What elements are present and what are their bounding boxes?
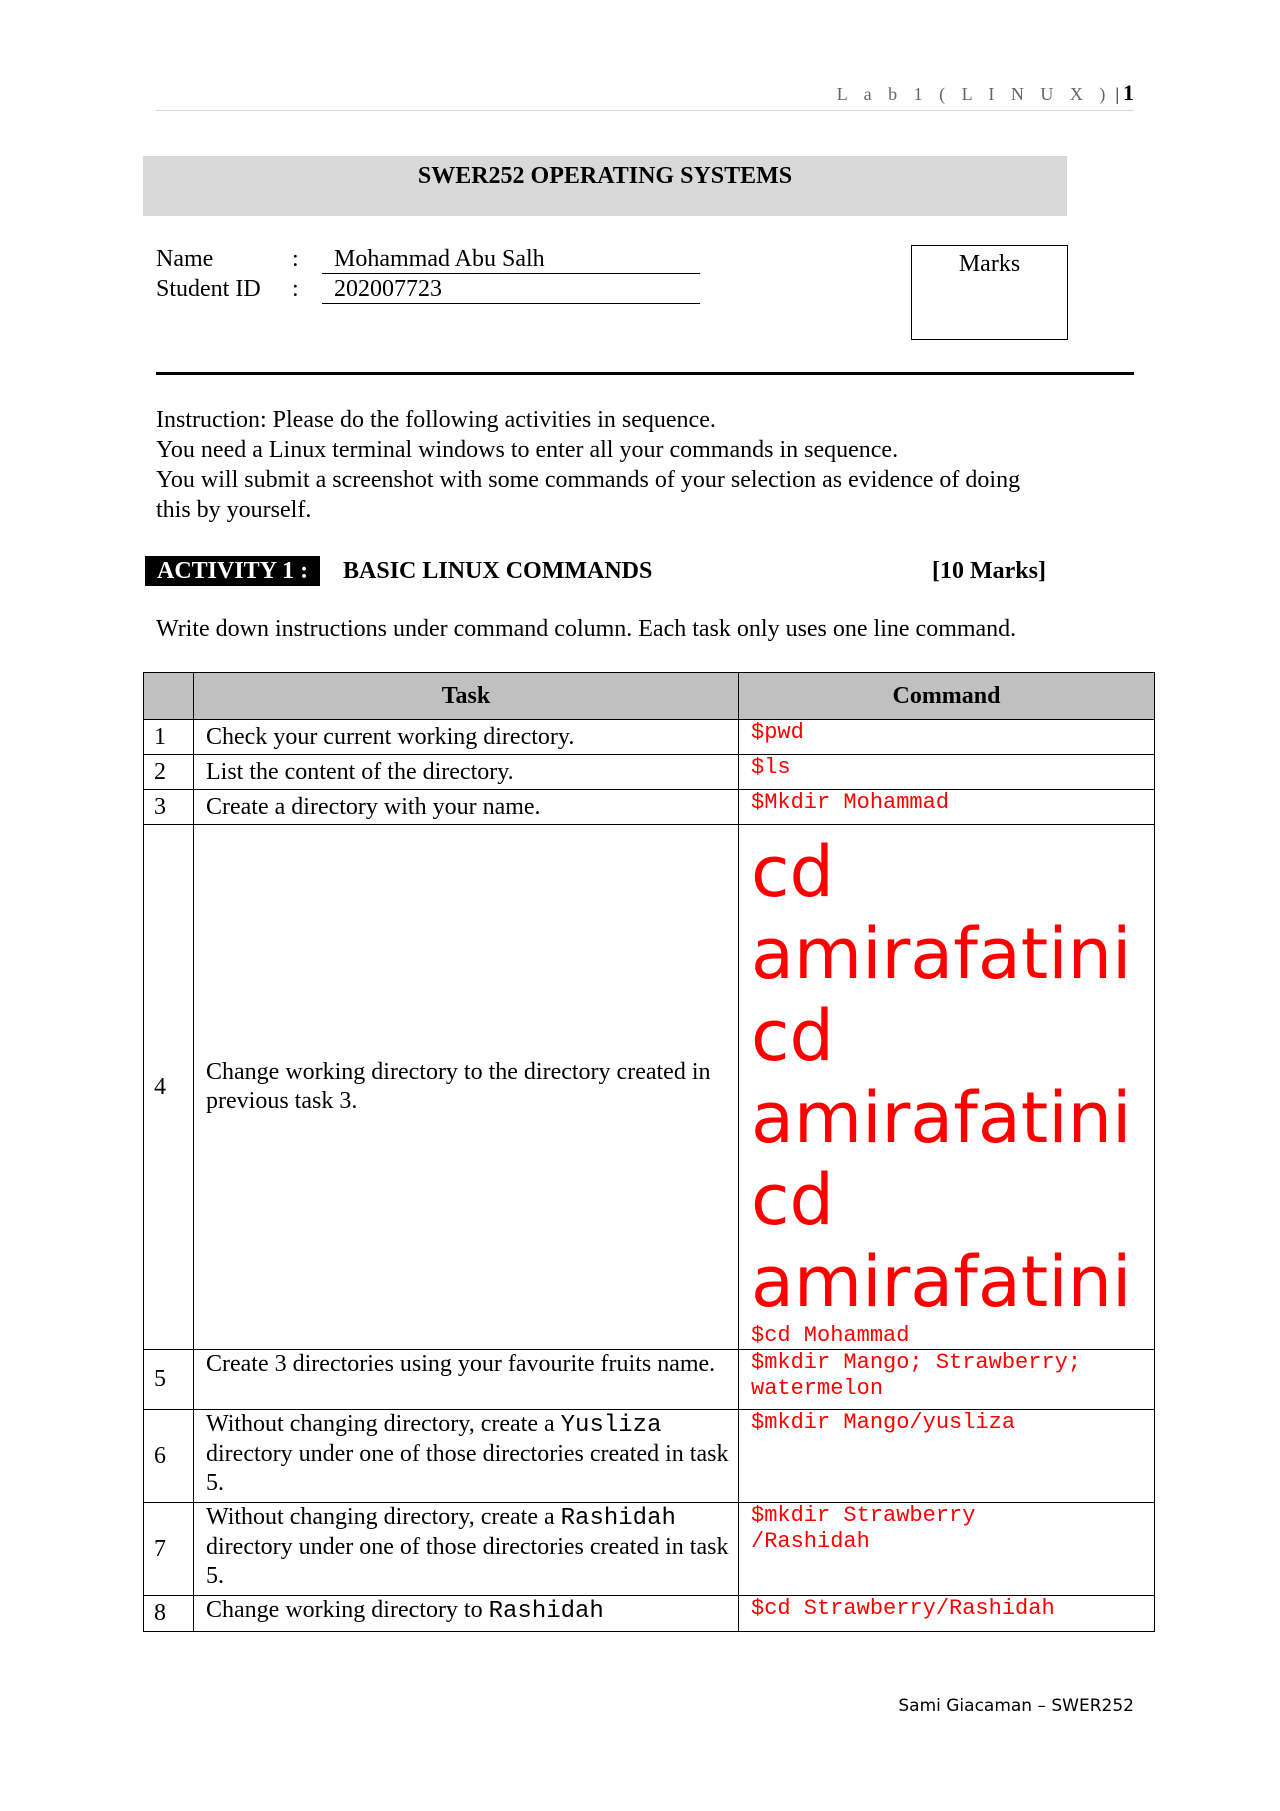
large-command-text [751,831,1154,1323]
task-cell: Change working directory to the directory created in previous task 3. [194,825,739,1350]
task-text: directory under one of those directories created in task 5. [206,1534,729,1589]
instruction-line: Instruction: Please do the following activities in sequence. [156,407,716,433]
row-number: 3 [144,790,194,825]
student-id-row [156,276,700,304]
task-dir-name: Rashidah [560,1505,676,1532]
row-number: 1 [144,720,194,755]
header-num [144,673,194,720]
task-cell [194,1503,739,1596]
table-row [144,720,1155,755]
command-cell [739,825,1155,1350]
large-command-line: amirafatini [751,913,1132,995]
large-command-line: cd [751,995,834,1077]
command-cell: $pwd [739,720,1155,755]
page-header [837,80,1134,106]
table-header-row [144,673,1155,720]
document-title: SWER252 OPERATING SYSTEMS [417,163,793,189]
command-line: $mkdir Strawberry [751,1503,976,1528]
instruction-line: You need a Linux terminal windows to enter all your commands in sequence. [156,437,899,463]
table-row [144,1350,1155,1410]
large-command-line: amirafatini [751,1077,1132,1159]
header-command: Command [739,673,1155,720]
student-id-colon: : [292,276,299,302]
document-title-box [143,156,1067,216]
instruction-line: You will submit a screenshot with some commands of your selection as evidence of doing [156,467,1021,493]
large-command-line: cd [751,831,834,913]
header-separator: | [1115,84,1119,104]
command-line: /Rashidah [751,1529,870,1554]
task-cell: Check your current working directory. [194,720,739,755]
header-task: Task [194,673,739,720]
name-value: Mohammad Abu Salh [322,246,700,274]
command-cell: $mkdir Mango; Strawberry; watermelon [739,1350,1155,1410]
command-cell: $mkdir Mango/yusliza [739,1410,1155,1503]
command-cell [739,1503,1155,1596]
large-command-line: cd [751,1159,834,1241]
task-text: Without changing directory, create a [206,1411,561,1437]
task-cell [194,1410,739,1503]
name-row [156,246,700,274]
instruction-line: this by yourself. [156,497,312,523]
task-dir-name: Yusliza [560,1412,662,1439]
activity-description: Write down instructions under command column. Each task only uses one line command. [156,616,1017,642]
table-row [144,1503,1155,1596]
page-number: 1 [1123,80,1134,105]
row-number: 5 [144,1350,194,1410]
lab-label: L a b 1 ( L I N U X ) [836,84,1112,104]
student-id-value: 202007723 [322,276,700,304]
task-text: Without changing directory, create a [206,1504,561,1530]
task-cell [194,1596,739,1632]
command-cell: $cd Strawberry/Rashidah [739,1596,1155,1632]
header-divider [156,110,1134,111]
activity-tag: ACTIVITY 1 : [145,556,320,586]
large-command-line: amirafatini [751,1241,1132,1323]
task-dir-name: Rashidah [488,1598,604,1625]
marks-label: Marks [958,251,1021,277]
task-text: directory under one of those directories created in task 5. [206,1441,729,1496]
command-cell: $Mkdir Mohammad [739,790,1155,825]
name-label: Name [156,246,214,272]
name-colon: : [292,246,299,272]
command-cell: $ls [739,755,1155,790]
table-row [144,755,1155,790]
task-cell: Create 3 directories using your favourite fruits name. [194,1350,739,1410]
instructions [156,405,1116,525]
table-row [144,1410,1155,1503]
command-text: $cd Mohammad [751,1323,910,1348]
activity-title: BASIC LINUX COMMANDS [343,558,653,584]
task-cell: Create a directory with your name. [194,790,739,825]
row-number: 7 [144,1503,194,1596]
table-row [144,1596,1155,1632]
activity-marks: [10 Marks] [932,558,1046,584]
row-number: 6 [144,1410,194,1503]
table-row [144,825,1155,1350]
task-text: Change working directory to [206,1597,489,1623]
page-footer: Sami Giacaman – SWER252 [898,1696,1134,1716]
marks-box [911,245,1068,340]
task-table [143,672,1155,1632]
student-id-label: Student ID [156,276,261,302]
row-number: 8 [144,1596,194,1632]
row-number: 2 [144,755,194,790]
row-number: 4 [144,825,194,1350]
section-divider [156,372,1134,375]
table-row [144,790,1155,825]
task-cell: List the content of the directory. [194,755,739,790]
